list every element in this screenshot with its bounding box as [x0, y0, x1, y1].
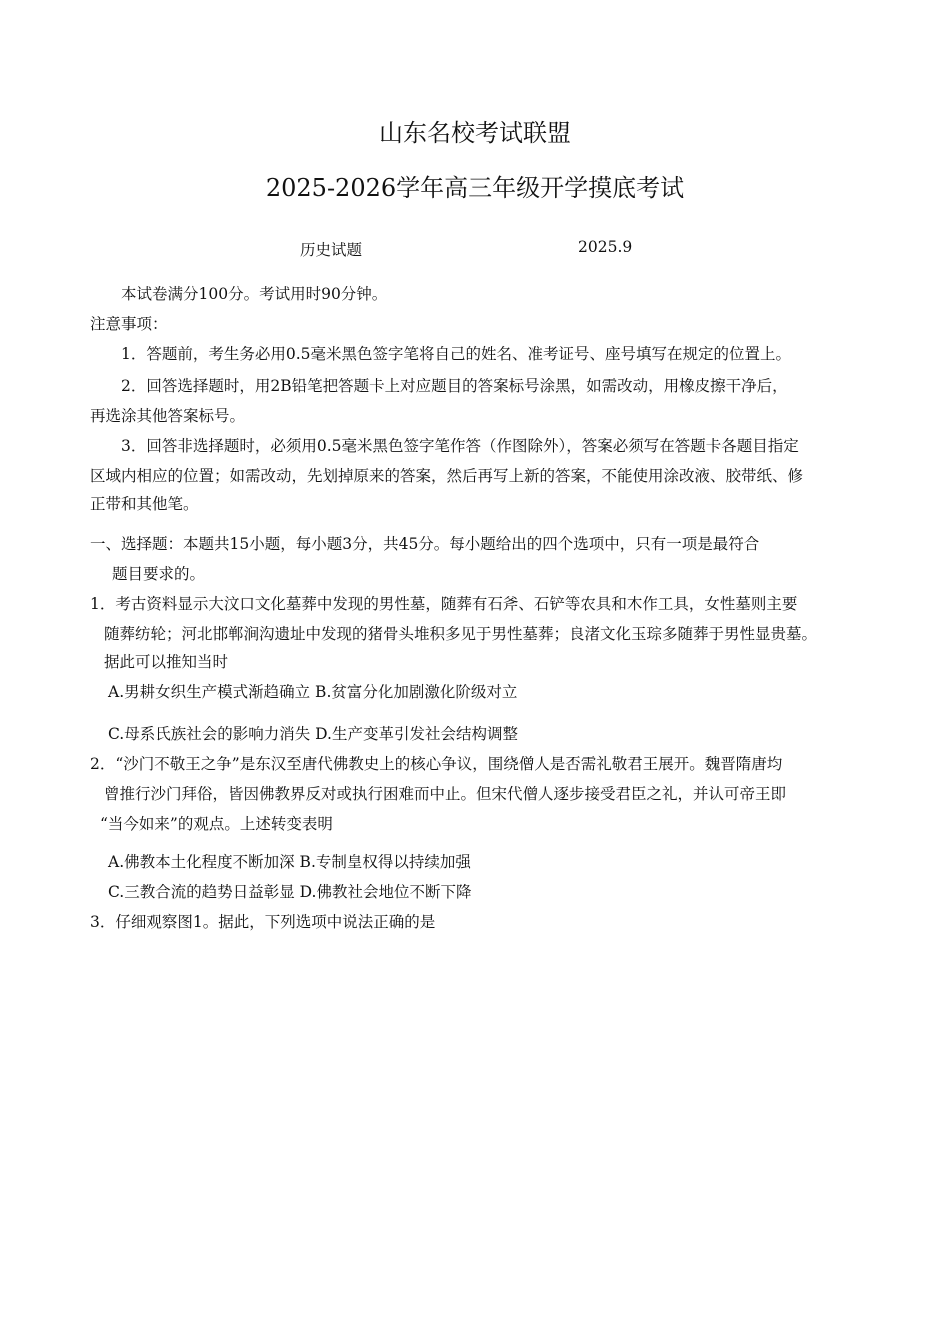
section-heading-line-1: 一、选择题：本题共15小题，每小题3分，共45分。每小题给出的四个选项中，只有一项是最符合: [90, 535, 760, 553]
q2-stem-line-3: “当今如来”的观点。上述转变表明: [100, 815, 333, 833]
section-heading-line-2: 题目要求的。: [112, 565, 206, 583]
q2-stem-line-1: 2．“沙门不敬王之争”是东汉至唐代佛教史上的核心争议，围绕僧人是否需礼敬君王展开。魏晋隋唐均: [90, 755, 783, 773]
score-time-text: 本试卷满分100分。考试用时90分钟。: [121, 285, 388, 303]
q2-stem-line-2: 曾推行沙门拜俗，皆因佛教界反对或执行困难而中止。但宋代僧人逐步接受君臣之礼，并认可帝王即: [104, 785, 787, 803]
exam-date: 2025.9: [578, 238, 633, 256]
q1-options-ab: A.男耕女织生产模式渐趋确立 B.贫富分化加剧激化阶级对立: [108, 683, 518, 701]
notes-heading: 注意事项：: [90, 315, 168, 333]
note-3-line-1: 3．回答非选择题时，必须用0.5毫米黑色签字笔作答（作图除外），答案必须写在答题卡各题目指定: [121, 437, 799, 455]
q1-stem-line-2: 随葬纺轮；河北邯郸涧沟遗址中发现的猪骨头堆积多见于男性墓葬；良渚文化玉琮多随葬于男性显贵墓。: [104, 625, 818, 643]
subject-label: 历史试题: [300, 241, 363, 259]
q1-stem-line-3: 据此可以推知当时: [104, 653, 229, 671]
exam-title: 2025-2026学年高三年级开学摸底考试: [265, 174, 685, 202]
note-1: 1．答题前，考生务必用0.5毫米黑色签字笔将自己的姓名、准考证号、座号填写在规定的位置上。: [121, 345, 792, 363]
q1-options-cd: C.母系氏族社会的影响力消失 D.生产变革引发社会结构调整: [108, 725, 518, 743]
org-title: 山东名校考试联盟: [379, 119, 571, 147]
note-2-line-2: 再选涂其他答案标号。: [90, 407, 246, 425]
q2-options-ab: A.佛教本土化程度不断加深 B.专制皇权得以持续加强: [108, 853, 471, 871]
q2-options-cd: C.三教合流的趋势日益彰显 D.佛教社会地位不断下降: [108, 883, 472, 901]
note-3-line-3: 正带和其他笔。: [90, 495, 199, 513]
note-3-line-2: 区域内相应的位置；如需改动，先划掉原来的答案，然后再写上新的答案，不能使用涂改液、胶带纸、修: [90, 467, 804, 485]
note-2-line-1: 2．回答选择题时，用2B铅笔把答题卡上对应题目的答案标号涂黑，如需改动，用橡皮擦干净后，: [121, 377, 788, 395]
q1-stem-line-1: 1．考古资料显示大汶口文化墓葬中发现的男性墓，随葬有石斧、石铲等农具和木作工具，女性墓则主要: [90, 595, 798, 613]
q3-stem-line-1: 3．仔细观察图1。据此，下列选项中说法正确的是: [90, 913, 436, 931]
